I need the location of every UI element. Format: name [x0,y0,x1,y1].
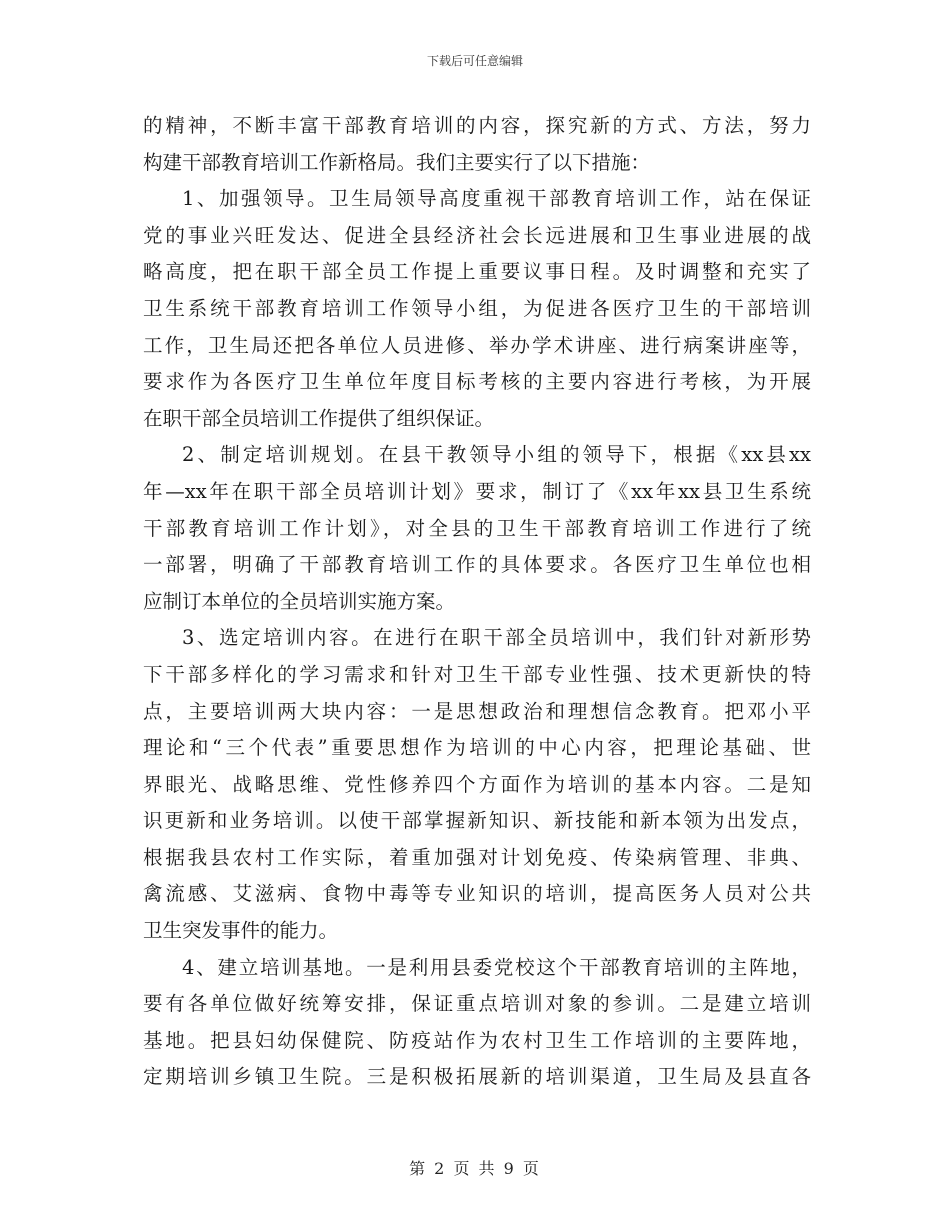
paragraph-start-line: 2、制定培训规划。在县干教领导小组的领导下，根据《xx县xx [182,443,811,467]
text-line: 略高度，把在职干部全员工作提上重要议事日程。及时调整和充实了 [143,260,811,284]
text-line: 根据我县农村工作实际，着重加强对计划免疫、传染病管理、非典、 [143,845,811,869]
paragraph-start-line: 3、选定培训内容。在进行在职干部全员培训中，我们针对新形势 [182,626,811,650]
text-line: 年—xx年在职干部全员培训计划》要求，制订了《xx年xx县卫生系统 [143,479,811,503]
text-line: 的精神，不断丰富干部教育培训的内容，探究新的方式、方法，努力 [143,114,811,137]
text-line: 构建干部教育培训工作新格局。我们主要实行了以下措施： [143,150,651,174]
text-line: 识更新和业务培训。以使干部掌握新知识、新技能和新本领为出发点， [143,809,811,833]
text-line: 工作，卫生局还把各单位人员进修、举办学术讲座、进行病案讲座等， [143,333,811,357]
document-body [143,108,811,1096]
text-line: 应制订本单位的全员培训实施方案。 [143,589,456,613]
paragraph-start-line: 4、建立培训基地。一是利用县委党校这个干部教育培训的主阵地， [182,955,811,979]
page-header: 下载后可任意编辑 [426,54,523,68]
text-line: 下干部多样化的学习需求和针对卫生干部专业性强、技术更新快的特 [143,662,811,686]
text-line: 点，主要培训两大块内容：一是思想政治和理想信念教育。把邓小平 [143,699,811,723]
text-line: 定期培训乡镇卫生院。三是积极拓展新的培训渠道，卫生局及县直各 [143,1065,811,1089]
text-line: 党的事业兴旺发达、促进全县经济社会长远进展和卫生事业进展的战 [143,223,811,247]
page-number-footer: 第 2 页 共 9 页 [409,1159,541,1178]
text-line: 要有各单位做好统筹安排，保证重点培训对象的参训。二是建立培训 [143,992,811,1016]
text-line: 基地。把县妇幼保健院、防疫站作为农村卫生工作培训的主要阵地， [143,1028,811,1052]
text-line: 禽流感、艾滋病、食物中毒等专业知识的培训，提高医务人员对公共 [143,882,811,906]
text-line: 卫生突发事件的能力。 [143,919,339,943]
text-line: 干部教育培训工作计划》，对全县的卫生干部教育培训工作进行了统 [143,516,811,540]
text-line: 一部署，明确了干部教育培训工作的具体要求。各医疗卫生单位也相 [143,553,811,577]
text-line: 卫生系统干部教育培训工作领导小组，为促进各医疗卫生的干部培训 [143,296,811,320]
paragraph-start-line: 1、加强领导。卫生局领导高度重视干部教育培训工作，站在保证 [182,187,811,211]
text-line: 界眼光、战略思维、党性修养四个方面作为培训的基本内容。二是知 [143,772,811,796]
text-line: 要求作为各医疗卫生单位年度目标考核的主要内容进行考核，为开展 [143,370,811,394]
text-line: 理论和“三个代表”重要思想作为培训的中心内容，把理论基础、世 [143,736,811,760]
text-line: 在职干部全员培训工作提供了组织保证。 [143,406,495,430]
